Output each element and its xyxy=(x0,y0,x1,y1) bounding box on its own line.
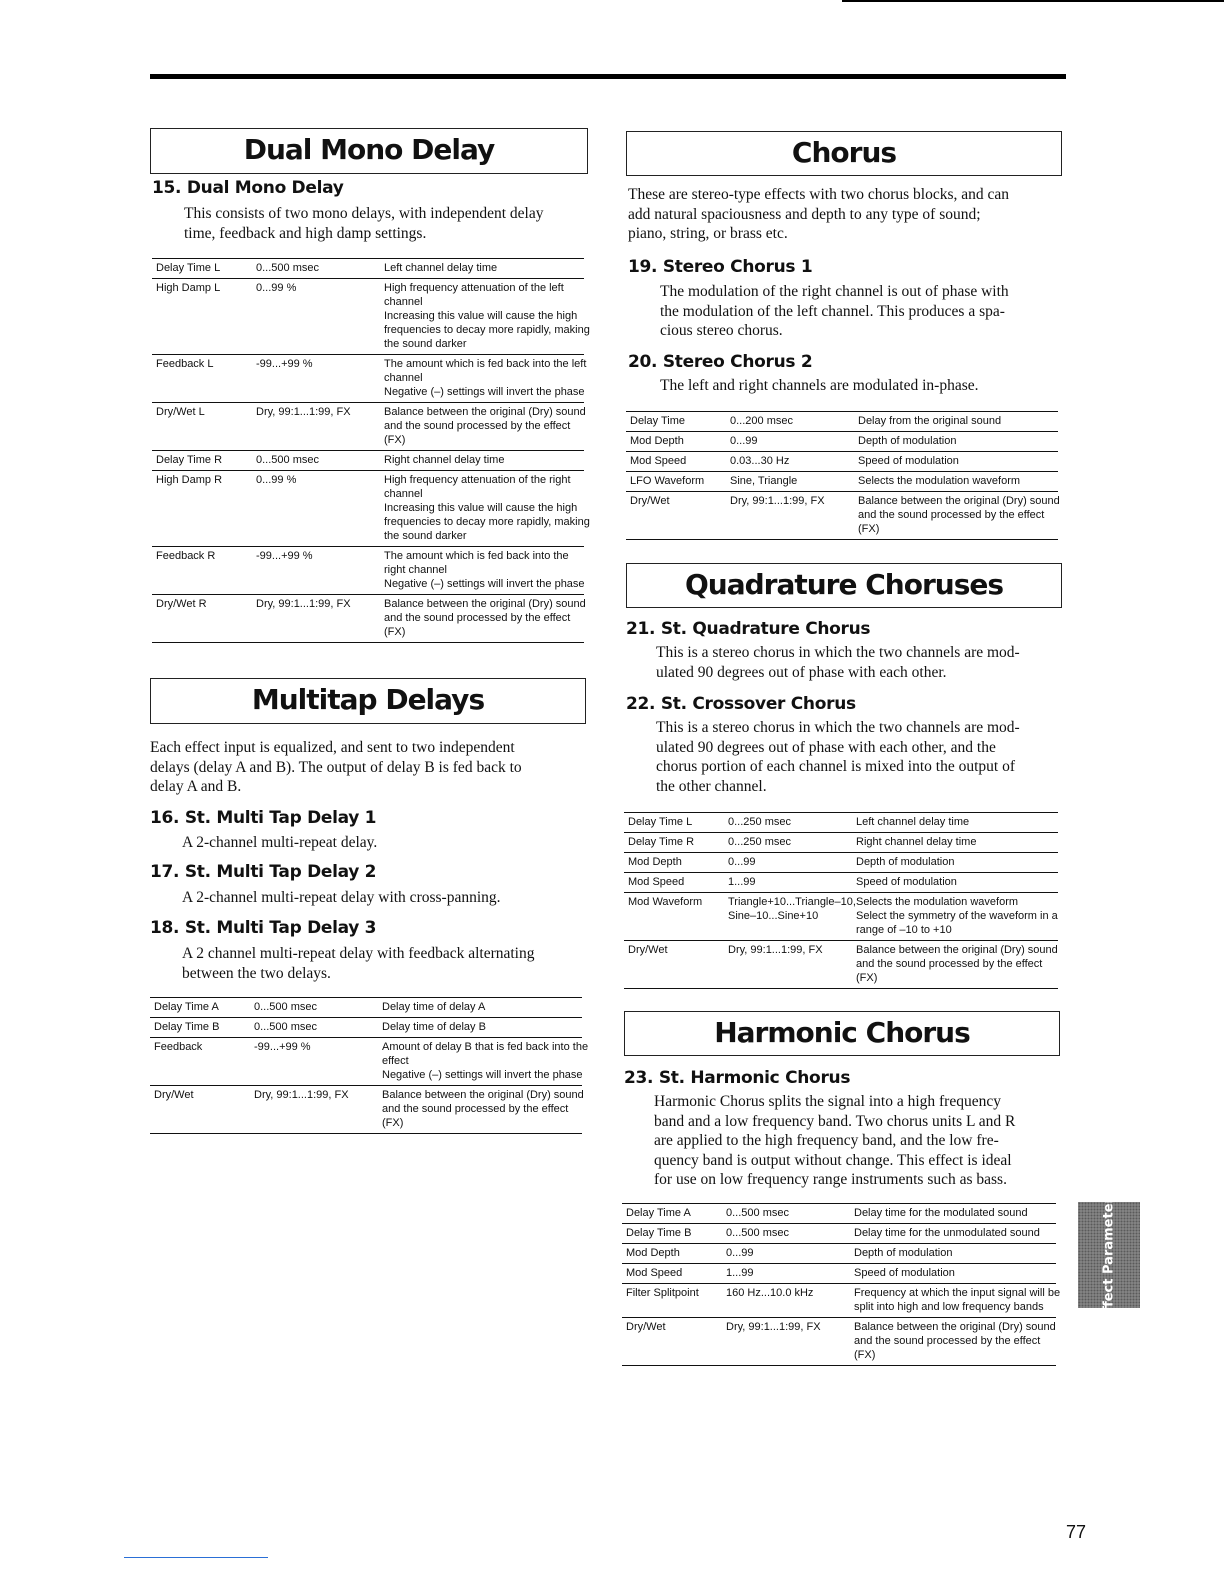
table-row xyxy=(152,450,584,470)
text-line: between the two delays. xyxy=(182,964,331,982)
text-line: delays (delay A and B). The output of delay B is fed back to xyxy=(150,758,522,776)
param-description xyxy=(856,815,1056,829)
param-description xyxy=(384,405,584,447)
param-name: Delay Time R xyxy=(628,836,695,848)
description-line: Speed of modulation xyxy=(856,876,957,888)
description-line: (FX) xyxy=(382,1117,404,1129)
param-table-multitap xyxy=(150,997,589,1134)
param-name: High Damp R xyxy=(156,474,223,486)
table-row xyxy=(626,431,1058,451)
description-line: and the sound processed by the effect xyxy=(382,1103,569,1115)
param-description xyxy=(858,494,1058,536)
text-line: for use on low frequency range instruments such as bass. xyxy=(654,1171,1007,1188)
param-name: Delay Time xyxy=(630,415,686,427)
param-description xyxy=(382,1000,582,1014)
param-description xyxy=(854,1320,1054,1362)
table-row xyxy=(624,812,1058,832)
description-line: Speed of modulation xyxy=(854,1267,955,1279)
description-line: Delay time for the modulated sound xyxy=(854,1207,1028,1219)
table-row xyxy=(622,1243,1056,1263)
description-line: (FX) xyxy=(384,434,406,446)
description-line: Depth of modulation xyxy=(856,856,955,868)
param-name: Dry/Wet xyxy=(154,1089,194,1101)
table-row xyxy=(624,872,1058,892)
section-box-multitap-delays xyxy=(150,678,586,724)
param-description xyxy=(856,875,1056,889)
description-line: Right channel delay time xyxy=(856,836,977,848)
param-name: Dry/Wet L xyxy=(156,406,205,418)
param-description xyxy=(856,835,1056,849)
param-range: 0...500 msec xyxy=(254,1001,317,1013)
description-line: Balance between the original (Dry) sound xyxy=(856,944,1058,956)
description-line: Balance between the original (Dry) sound xyxy=(854,1321,1056,1333)
param-description xyxy=(854,1266,1054,1280)
param-name: Delay Time B xyxy=(626,1227,692,1239)
table-row xyxy=(626,471,1058,491)
description-line: Speed of modulation xyxy=(858,455,959,467)
param-name: Dry/Wet R xyxy=(156,598,207,610)
param-range: 0...500 msec xyxy=(254,1021,317,1033)
param-range: 0...250 msec xyxy=(728,816,791,828)
header-rule xyxy=(150,74,1066,79)
description-line: Increasing this value will cause the high xyxy=(384,502,578,514)
text-line: the other channel. xyxy=(656,777,767,795)
param-description xyxy=(854,1286,1061,1314)
param-range: 0...500 msec xyxy=(256,454,319,466)
section-box-dual-mono-delay xyxy=(150,128,588,174)
param-range: Dry, 99:1...1:99, FX xyxy=(256,598,351,610)
text-line: A 2 channel multi-repeat delay with feedback alternating xyxy=(182,945,535,962)
description-line: Balance between the original (Dry) sound xyxy=(382,1089,584,1101)
text-line: ulated 90 degrees out of phase with each other. xyxy=(656,663,947,681)
param-range: Dry, 99:1...1:99, FX xyxy=(256,406,351,418)
description-line: Increasing this value will cause the high xyxy=(384,310,578,322)
table-row xyxy=(624,940,1058,988)
param-description xyxy=(858,414,1058,428)
param-name: Feedback xyxy=(154,1041,203,1053)
paragraph-multitap-intro xyxy=(150,738,590,797)
table-row xyxy=(626,491,1058,539)
description-line: frequencies to decay more rapidly, making xyxy=(384,324,590,336)
text-line: This consists of two mono delays, with independent delay xyxy=(184,205,544,222)
param-range: 0.03...30 Hz xyxy=(730,455,790,467)
param-description xyxy=(382,1088,582,1130)
heading-21: 21. St. Quadrature Chorus xyxy=(626,619,871,639)
heading-18: 18. St. Multi Tap Delay 3 xyxy=(150,918,377,938)
table-row xyxy=(622,1263,1056,1283)
description-line: The amount which is fed back into the left xyxy=(384,358,587,370)
param-name: Delay Time B xyxy=(154,1021,220,1033)
description-line: split into high and low frequency bands xyxy=(854,1301,1044,1313)
description-line: right channel xyxy=(384,564,447,576)
text-line: band and a low frequency band. Two chorus units L and R xyxy=(654,1112,1016,1130)
table-row xyxy=(152,546,584,594)
param-range: Dry, 99:1...1:99, FX xyxy=(730,495,825,507)
param-name: Mod Depth xyxy=(630,435,684,447)
text-line: delay A and B. xyxy=(150,778,242,795)
text-line: Each effect input is equalized, and sent to two independent xyxy=(150,739,515,756)
paragraph-22 xyxy=(656,718,1066,796)
param-table-quadrature xyxy=(624,812,1058,989)
description-line: Selects the modulation waveform xyxy=(858,475,1021,487)
param-range: 1...99 xyxy=(726,1267,754,1279)
param-range: Dry, 99:1...1:99, FX xyxy=(254,1089,349,1101)
param-name: Mod Waveform xyxy=(628,896,703,908)
table-row xyxy=(624,852,1058,872)
param-name: Feedback L xyxy=(156,358,214,370)
text-line: quency band is output without change. This effect is ideal xyxy=(654,1151,1012,1169)
table-row xyxy=(624,892,1058,940)
description-line: channel xyxy=(384,296,423,308)
param-name: Filter Splitpoint xyxy=(626,1287,699,1299)
table-row xyxy=(152,402,584,450)
description-line: channel xyxy=(384,488,423,500)
description-line: Delay time of delay A xyxy=(382,1001,486,1013)
param-range: 0...500 msec xyxy=(256,262,319,274)
description-line: the sound darker xyxy=(384,530,467,542)
param-description xyxy=(384,597,584,639)
table-row xyxy=(150,1037,589,1085)
param-name: Mod Speed xyxy=(626,1267,683,1279)
param-range: 1...99 xyxy=(728,876,756,888)
table-row xyxy=(622,1223,1056,1243)
paragraph-16: A 2-channel multi-repeat delay. xyxy=(182,834,378,851)
param-name: Feedback R xyxy=(156,550,216,562)
section-box-title: Harmonic Chorus xyxy=(714,1016,970,1049)
text-line: chorus portion of each channel is mixed into the output of xyxy=(656,758,1015,775)
description-line: The amount which is fed back into the xyxy=(384,550,569,562)
param-description xyxy=(384,473,590,543)
text-line: the modulation of the left channel. This produces a spa- xyxy=(660,302,1005,320)
description-line: Selects the modulation waveform xyxy=(856,896,1019,908)
description-line: Right channel delay time xyxy=(384,454,505,466)
table-row xyxy=(622,1203,1056,1223)
param-table-dual-mono xyxy=(152,258,590,643)
param-range: 0...500 msec xyxy=(726,1207,789,1219)
param-name: High Damp L xyxy=(156,282,221,294)
description-line: effect xyxy=(382,1055,409,1067)
param-range: 0...200 msec xyxy=(730,415,793,427)
text-line: Harmonic Chorus splits the signal into a high frequency xyxy=(654,1093,1001,1110)
section-box-title: Dual Mono Delay xyxy=(243,133,495,166)
param-range: -99...+99 % xyxy=(256,550,313,562)
table-row xyxy=(150,1017,582,1037)
param-range: Dry, 99:1...1:99, FX xyxy=(726,1321,821,1333)
top-right-rule xyxy=(842,0,1224,2)
description-line: Select the symmetry of the waveform in a xyxy=(856,910,1058,922)
param-range: 0...99 % xyxy=(256,474,297,486)
param-description xyxy=(854,1246,1054,1260)
table-row xyxy=(150,997,582,1017)
param-range: 0...500 msec xyxy=(726,1227,789,1239)
table-row xyxy=(624,832,1058,852)
paragraph-17: A 2-channel multi-repeat delay with cross-panning. xyxy=(182,889,501,906)
param-name: Dry/Wet xyxy=(626,1321,666,1333)
table-row xyxy=(622,1283,1061,1317)
table-row xyxy=(152,594,584,642)
table-row xyxy=(152,470,590,546)
param-range: 0...99 xyxy=(726,1247,754,1259)
param-name: Delay Time A xyxy=(154,1001,219,1013)
param-range: 0...250 msec xyxy=(728,836,791,848)
param-description xyxy=(858,474,1058,488)
param-range: Dry, 99:1...1:99, FX xyxy=(728,944,823,956)
table-row xyxy=(622,1317,1056,1365)
table-row xyxy=(626,411,1058,431)
param-name: Mod Depth xyxy=(626,1247,680,1259)
text-line: ulated 90 degrees out of phase with each other, and the xyxy=(656,738,996,756)
table-row xyxy=(152,354,587,402)
section-box-harmonic-chorus xyxy=(624,1011,1060,1056)
description-line: Depth of modulation xyxy=(854,1247,953,1259)
param-name: Delay Time A xyxy=(626,1207,691,1219)
description-line: (FX) xyxy=(384,626,406,638)
paragraph-18 xyxy=(182,944,592,983)
paragraph-21 xyxy=(656,643,1066,682)
param-description xyxy=(858,434,1058,448)
side-tab-label: Effect Parameters xyxy=(1101,1189,1117,1321)
table-row xyxy=(626,451,1058,471)
page-number: 77 xyxy=(1066,1522,1087,1542)
param-description xyxy=(384,281,590,351)
section-box-chorus xyxy=(626,131,1062,176)
param-name: LFO Waveform xyxy=(630,475,705,487)
description-line: (FX) xyxy=(856,972,878,984)
description-line: Delay from the original sound xyxy=(858,415,1002,427)
description-line: Frequency at which the input signal will be xyxy=(854,1287,1061,1299)
text-line: are applied to the high frequency band, and the low fre- xyxy=(654,1132,999,1149)
description-line: Negative (–) settings will invert the phase xyxy=(384,386,585,398)
description-line: and the sound processed by the effect xyxy=(856,958,1043,970)
description-line: and the sound processed by the effect xyxy=(384,420,571,432)
param-description xyxy=(856,943,1056,985)
text-line: add natural spaciousness and depth to any type of sound; xyxy=(628,205,981,223)
param-name: Delay Time L xyxy=(156,262,221,274)
description-line: and the sound processed by the effect xyxy=(854,1335,1041,1347)
param-range: 0...99 xyxy=(730,435,758,447)
param-name: Mod Depth xyxy=(628,856,682,868)
param-name: Delay Time L xyxy=(628,816,693,828)
paragraph-chorus-intro xyxy=(628,185,1068,244)
side-tab-effect-parameters xyxy=(1078,1189,1140,1321)
bottom-link-rule xyxy=(124,1557,268,1558)
table-row xyxy=(152,278,590,354)
param-range: Triangle+10...Triangle–10, Sine–10...Sine+10 xyxy=(728,896,856,922)
param-table-chorus xyxy=(626,411,1058,540)
section-box-title: Chorus xyxy=(791,136,897,169)
heading-16: 16. St. Multi Tap Delay 1 xyxy=(150,808,377,828)
table-bottom-rule xyxy=(152,642,584,643)
description-line: Delay time of delay B xyxy=(382,1021,486,1033)
section-box-title: Quadrature Choruses xyxy=(684,568,1004,601)
param-description xyxy=(856,855,1056,869)
text-line: piano, string, or brass etc. xyxy=(628,225,788,242)
description-line: the sound darker xyxy=(384,338,467,350)
description-line: Balance between the original (Dry) sound xyxy=(858,495,1060,507)
description-line: and the sound processed by the effect xyxy=(858,509,1045,521)
table-row xyxy=(150,1085,582,1133)
param-description xyxy=(858,454,1058,468)
description-line: Left channel delay time xyxy=(384,262,498,274)
text-line: These are stereo-type effects with two chorus blocks, and can xyxy=(628,186,1010,203)
param-range: -99...+99 % xyxy=(254,1041,311,1053)
param-description xyxy=(384,549,584,591)
description-line: frequencies to decay more rapidly, making xyxy=(384,516,590,528)
heading-23: 23. St. Harmonic Chorus xyxy=(624,1068,851,1088)
heading-15: 15. Dual Mono Delay xyxy=(152,178,344,198)
param-description xyxy=(856,895,1056,937)
param-table-harmonic xyxy=(622,1203,1061,1366)
param-name: Delay Time R xyxy=(156,454,223,466)
param-name: Dry/Wet xyxy=(630,495,670,507)
text-line: This is a stereo chorus in which the two channels are mod- xyxy=(656,644,1020,661)
param-name: Mod Speed xyxy=(628,876,685,888)
paragraph-20: The left and right channels are modulated in-phase. xyxy=(660,377,979,394)
paragraph-23 xyxy=(654,1092,1064,1190)
description-line: channel xyxy=(384,372,423,384)
description-line: Left channel delay time xyxy=(856,816,970,828)
description-line: (FX) xyxy=(854,1349,876,1361)
description-line: (FX) xyxy=(858,523,880,535)
param-range: 160 Hz...10.0 kHz xyxy=(726,1287,814,1299)
param-description xyxy=(854,1206,1054,1220)
param-description xyxy=(384,357,587,399)
heading-19: 19. Stereo Chorus 1 xyxy=(628,257,813,277)
param-description xyxy=(382,1020,582,1034)
param-description xyxy=(384,261,584,275)
description-line: High frequency attenuation of the left xyxy=(384,282,564,294)
description-line: Balance between the original (Dry) sound xyxy=(384,598,586,610)
description-line: Negative (–) settings will invert the phase xyxy=(382,1069,583,1081)
text-line: time, feedback and high damp settings. xyxy=(184,224,427,242)
description-line: High frequency attenuation of the right xyxy=(384,474,571,486)
section-box-quadrature-choruses xyxy=(626,563,1062,608)
heading-17: 17. St. Multi Tap Delay 2 xyxy=(150,862,377,882)
table-bottom-rule xyxy=(624,988,1058,989)
description-line: Amount of delay B that is fed back into the xyxy=(382,1041,589,1053)
param-range: -99...+99 % xyxy=(256,358,313,370)
text-line: The modulation of the right channel is out of phase with xyxy=(660,283,1009,300)
description-line: Balance between the original (Dry) sound xyxy=(384,406,586,418)
description-line: Depth of modulation xyxy=(858,435,957,447)
description-line: Delay time for the unmodulated sound xyxy=(854,1227,1040,1239)
table-bottom-rule xyxy=(150,1133,582,1134)
section-box-title: Multitap Delays xyxy=(251,683,485,716)
param-range: Sine, Triangle xyxy=(730,475,798,487)
text-line: cious stereo chorus. xyxy=(660,322,783,339)
param-range: 0...99 xyxy=(728,856,756,868)
param-description xyxy=(384,453,584,467)
text-line: This is a stereo chorus in which the two channels are mod- xyxy=(656,719,1020,736)
paragraph-15 xyxy=(184,204,594,243)
param-name: Dry/Wet xyxy=(628,944,668,956)
table-row xyxy=(152,258,584,278)
table-bottom-rule xyxy=(622,1365,1056,1366)
param-name: Mod Speed xyxy=(630,455,687,467)
heading-22: 22. St. Crossover Chorus xyxy=(626,694,856,714)
description-line: and the sound processed by the effect xyxy=(384,612,571,624)
description-line: range of –10 to +10 xyxy=(856,924,952,936)
table-bottom-rule xyxy=(626,539,1058,540)
heading-20: 20. Stereo Chorus 2 xyxy=(628,352,813,372)
param-description xyxy=(854,1226,1054,1240)
description-line: Negative (–) settings will invert the phase xyxy=(384,578,585,590)
param-range: 0...99 % xyxy=(256,282,297,294)
paragraph-19 xyxy=(660,282,1060,341)
param-description xyxy=(382,1040,589,1082)
